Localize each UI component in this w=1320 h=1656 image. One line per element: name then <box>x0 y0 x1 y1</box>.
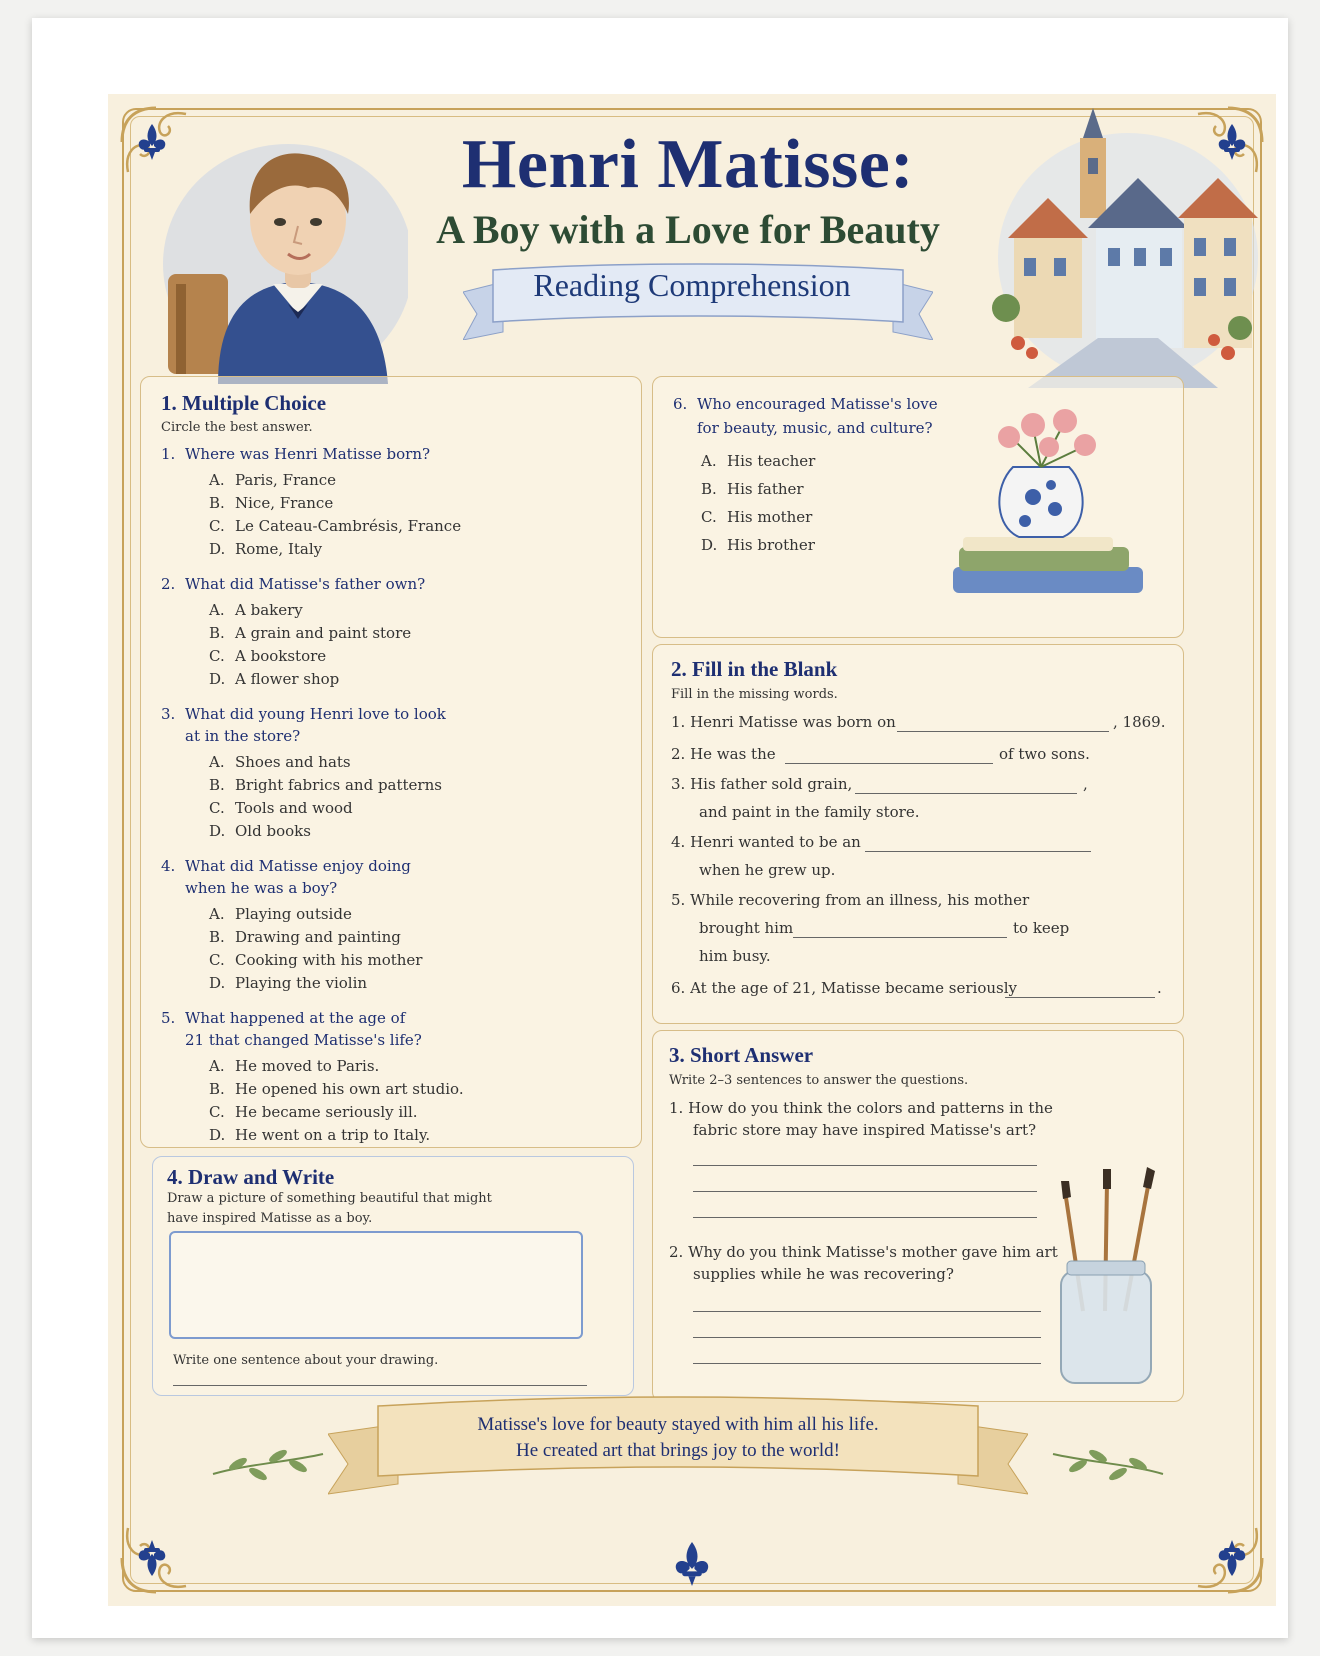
answer-option[interactable] <box>209 820 631 843</box>
question-line: What did Matisse enjoy doing <box>185 857 411 875</box>
fleur-de-lis-icon <box>116 1518 196 1598</box>
option-letter: D. <box>209 1126 226 1144</box>
question-number: 5. <box>161 1009 176 1027</box>
question-line: Where was Henri Matisse born? <box>185 445 431 463</box>
question-text <box>161 1007 631 1029</box>
boy-portrait-illustration <box>148 114 408 384</box>
answer-option[interactable] <box>701 531 815 559</box>
answer-option[interactable] <box>209 774 631 797</box>
answer-option[interactable] <box>209 751 631 774</box>
option-letter: B. <box>701 480 717 498</box>
option-text: His father <box>727 480 804 498</box>
section-instruction: Circle the best answer. <box>161 420 313 435</box>
answer-option[interactable] <box>209 949 631 972</box>
option-text: Rome, Italy <box>235 540 323 558</box>
footer-line: He created art that brings joy to the world! <box>516 1440 840 1461</box>
question-block <box>161 443 631 561</box>
multiple-choice-panel <box>140 376 642 1148</box>
option-letter: B. <box>209 494 225 512</box>
option-text: He became seriously ill. <box>235 1103 418 1121</box>
option-letter: C. <box>209 647 225 665</box>
answer-line[interactable] <box>173 1385 587 1386</box>
option-text: A bakery <box>235 601 303 619</box>
leaf-branch-icon <box>1048 1434 1168 1494</box>
option-text: Shoes and hats <box>235 753 351 771</box>
option-letter: C. <box>209 951 225 969</box>
question-number: 4. <box>161 857 176 875</box>
fill-item: 6. At the age of 21, Matisse became seriously <box>671 979 1018 997</box>
option-text: Old books <box>235 822 311 840</box>
option-text: He opened his own art studio. <box>235 1080 464 1098</box>
option-letter: D. <box>209 974 226 992</box>
question-text: 1. How do you think the colors and patterns in the <box>669 1099 1053 1117</box>
fill-item: 4. Henri wanted to be an <box>671 833 861 851</box>
answer-blank[interactable] <box>865 851 1091 852</box>
question-line: What did Matisse's father own? <box>185 575 426 593</box>
footer-line: Matisse's love for beauty stayed with him all his life. <box>477 1414 879 1435</box>
answer-line[interactable] <box>693 1363 1041 1364</box>
answer-line[interactable] <box>693 1311 1041 1312</box>
answer-option[interactable] <box>209 538 631 561</box>
option-letter: D. <box>209 822 226 840</box>
fill-in-the-blank-panel <box>652 644 1184 1024</box>
fleur-de-lis-icon <box>1188 1518 1268 1598</box>
option-letter: B. <box>209 624 225 642</box>
section-heading: 1. Multiple Choice <box>161 391 327 415</box>
question-text: for beauty, music, and culture? <box>697 419 933 437</box>
answer-option[interactable] <box>209 668 631 691</box>
question-line: What did young Henri love to look <box>185 705 446 723</box>
question-text <box>161 1029 631 1051</box>
answer-option[interactable] <box>209 797 631 820</box>
option-text: His brother <box>727 536 815 554</box>
option-letter: C. <box>209 1103 225 1121</box>
answer-option[interactable] <box>209 622 631 645</box>
question-block <box>161 855 631 995</box>
answer-blank[interactable] <box>785 763 993 764</box>
option-text: His mother <box>727 508 813 526</box>
worksheet <box>108 94 1276 1606</box>
option-text: He moved to Paris. <box>235 1057 380 1075</box>
answer-blank[interactable] <box>855 793 1077 794</box>
question-text: 2. Why do you think Matisse's mother gave him art <box>669 1243 1058 1261</box>
section-instruction: Write 2–3 sentences to answer the questions. <box>669 1073 969 1088</box>
option-letter: D. <box>701 536 718 554</box>
question-line: Who encouraged Matisse's love <box>697 395 938 413</box>
page-frame <box>32 18 1288 1638</box>
fill-item: when he grew up. <box>699 861 836 879</box>
option-text: Nice, France <box>235 494 334 512</box>
answer-option[interactable] <box>209 1055 631 1078</box>
option-letter: C. <box>701 508 717 526</box>
option-text: Cooking with his mother <box>235 951 423 969</box>
drawing-box[interactable] <box>169 1231 583 1339</box>
answer-line[interactable] <box>693 1191 1037 1192</box>
flower-vase-icon <box>933 397 1173 627</box>
section-instruction: have inspired Matisse as a boy. <box>167 1211 373 1226</box>
question-text <box>161 703 631 725</box>
fill-item: 2. He was the <box>671 745 776 763</box>
fill-item: , 1869. <box>1113 713 1166 731</box>
answer-blank[interactable] <box>1005 997 1155 998</box>
fleur-de-lis-icon <box>672 1542 712 1586</box>
leaf-branch-icon <box>208 1434 328 1494</box>
title-block <box>408 124 968 254</box>
page-subtitle: A Boy with a Love for Beauty <box>436 207 940 252</box>
answer-option[interactable] <box>209 1124 631 1147</box>
option-letter: B. <box>209 1080 225 1098</box>
question-text <box>673 393 938 415</box>
option-letter: D. <box>209 540 226 558</box>
question-line: 21 that changed Matisse's life? <box>185 1031 422 1049</box>
option-text: Playing outside <box>235 905 352 923</box>
question-text <box>161 443 631 465</box>
answer-line[interactable] <box>693 1337 1041 1338</box>
question-block <box>161 703 631 843</box>
option-text: A bookstore <box>235 647 327 665</box>
question-block <box>161 573 631 691</box>
option-text: Paris, France <box>235 471 337 489</box>
option-text: A grain and paint store <box>235 624 412 642</box>
answer-blank[interactable] <box>897 731 1109 732</box>
fill-item: , <box>1083 775 1088 793</box>
fill-item: 3. His father sold grain, <box>671 775 853 793</box>
question-list <box>161 443 631 1147</box>
fill-item: 5. While recovering from an illness, his mother <box>671 891 1030 909</box>
fill-item: him busy. <box>699 947 771 965</box>
option-letter: A. <box>209 601 225 619</box>
village-street-illustration <box>988 108 1258 388</box>
option-letter: A. <box>209 905 225 923</box>
option-text: Le Cateau-Cambrésis, France <box>235 517 462 535</box>
option-letter: A. <box>209 1057 225 1075</box>
option-letter: C. <box>209 799 225 817</box>
fill-item: to keep <box>1013 919 1070 937</box>
option-text: Playing the violin <box>235 974 368 992</box>
answer-option[interactable] <box>209 599 631 622</box>
question-number: 2. <box>161 575 176 593</box>
section-heading: 3. Short Answer <box>669 1043 814 1067</box>
fill-item: and paint in the family store. <box>699 803 920 821</box>
question-text <box>161 573 631 595</box>
answer-option[interactable] <box>701 503 815 531</box>
question-number: 3. <box>161 705 176 723</box>
section-instruction: Fill in the missing words. <box>671 687 838 702</box>
option-text: Drawing and painting <box>235 928 401 946</box>
fill-item: brought him <box>699 919 794 937</box>
page-title: Henri Matisse: <box>461 126 915 203</box>
option-text: Bright fabrics and patterns <box>235 776 442 794</box>
option-letter: A. <box>701 452 717 470</box>
answer-option[interactable] <box>701 447 815 475</box>
section-heading: 4. Draw and Write <box>167 1165 335 1189</box>
option-letter: C. <box>209 517 225 535</box>
question-text <box>161 877 631 899</box>
option-letter: A. <box>209 471 225 489</box>
option-text: Tools and wood <box>235 799 353 817</box>
answer-option[interactable] <box>209 1078 631 1101</box>
fill-item: . <box>1157 979 1162 997</box>
option-text: A flower shop <box>235 670 340 688</box>
section-banner-title: Reading Comprehension <box>533 267 851 303</box>
option-letter: D. <box>209 670 226 688</box>
question-line: at in the store? <box>185 727 301 745</box>
question-6-panel <box>652 376 1184 638</box>
short-answer-panel <box>652 1030 1184 1402</box>
question-text: fabric store may have inspired Matisse's art? <box>693 1121 1037 1139</box>
answer-line[interactable] <box>693 1217 1037 1218</box>
answer-option[interactable] <box>209 903 631 926</box>
sentence-prompt: Write one sentence about your drawing. <box>173 1353 439 1368</box>
question-text: supplies while he was recovering? <box>693 1265 954 1283</box>
option-text: His teacher <box>727 452 816 470</box>
answer-option[interactable] <box>209 469 631 492</box>
question-text <box>161 855 631 877</box>
section-heading: 2. Fill in the Blank <box>671 657 838 681</box>
fill-item: 1. Henri Matisse was born on <box>671 713 896 731</box>
paintbrush-jar-icon <box>1053 1161 1163 1391</box>
footer-message <box>368 1412 988 1464</box>
answer-option[interactable] <box>209 515 631 538</box>
answer-option[interactable] <box>209 926 631 949</box>
answer-blank[interactable] <box>793 937 1007 938</box>
fill-item: of two sons. <box>999 745 1090 763</box>
question-line: when he was a boy? <box>185 879 338 897</box>
question-line: What happened at the age of <box>185 1009 406 1027</box>
answer-line[interactable] <box>693 1165 1037 1166</box>
option-letter: B. <box>209 928 225 946</box>
answer-option[interactable] <box>209 645 631 668</box>
option-letter: A. <box>209 753 225 771</box>
answer-option[interactable] <box>701 475 815 503</box>
question-number: 1. <box>161 445 176 463</box>
draw-and-write-panel <box>152 1156 634 1396</box>
answer-option[interactable] <box>209 1101 631 1124</box>
option-text: He went on a trip to Italy. <box>235 1126 431 1144</box>
question-text <box>161 725 631 747</box>
answer-option[interactable] <box>209 972 631 995</box>
answer-option[interactable] <box>209 492 631 515</box>
question-block <box>161 1007 631 1147</box>
question-number: 6. <box>673 395 688 413</box>
option-letter: B. <box>209 776 225 794</box>
section-instruction: Draw a picture of something beautiful that might <box>167 1191 492 1206</box>
